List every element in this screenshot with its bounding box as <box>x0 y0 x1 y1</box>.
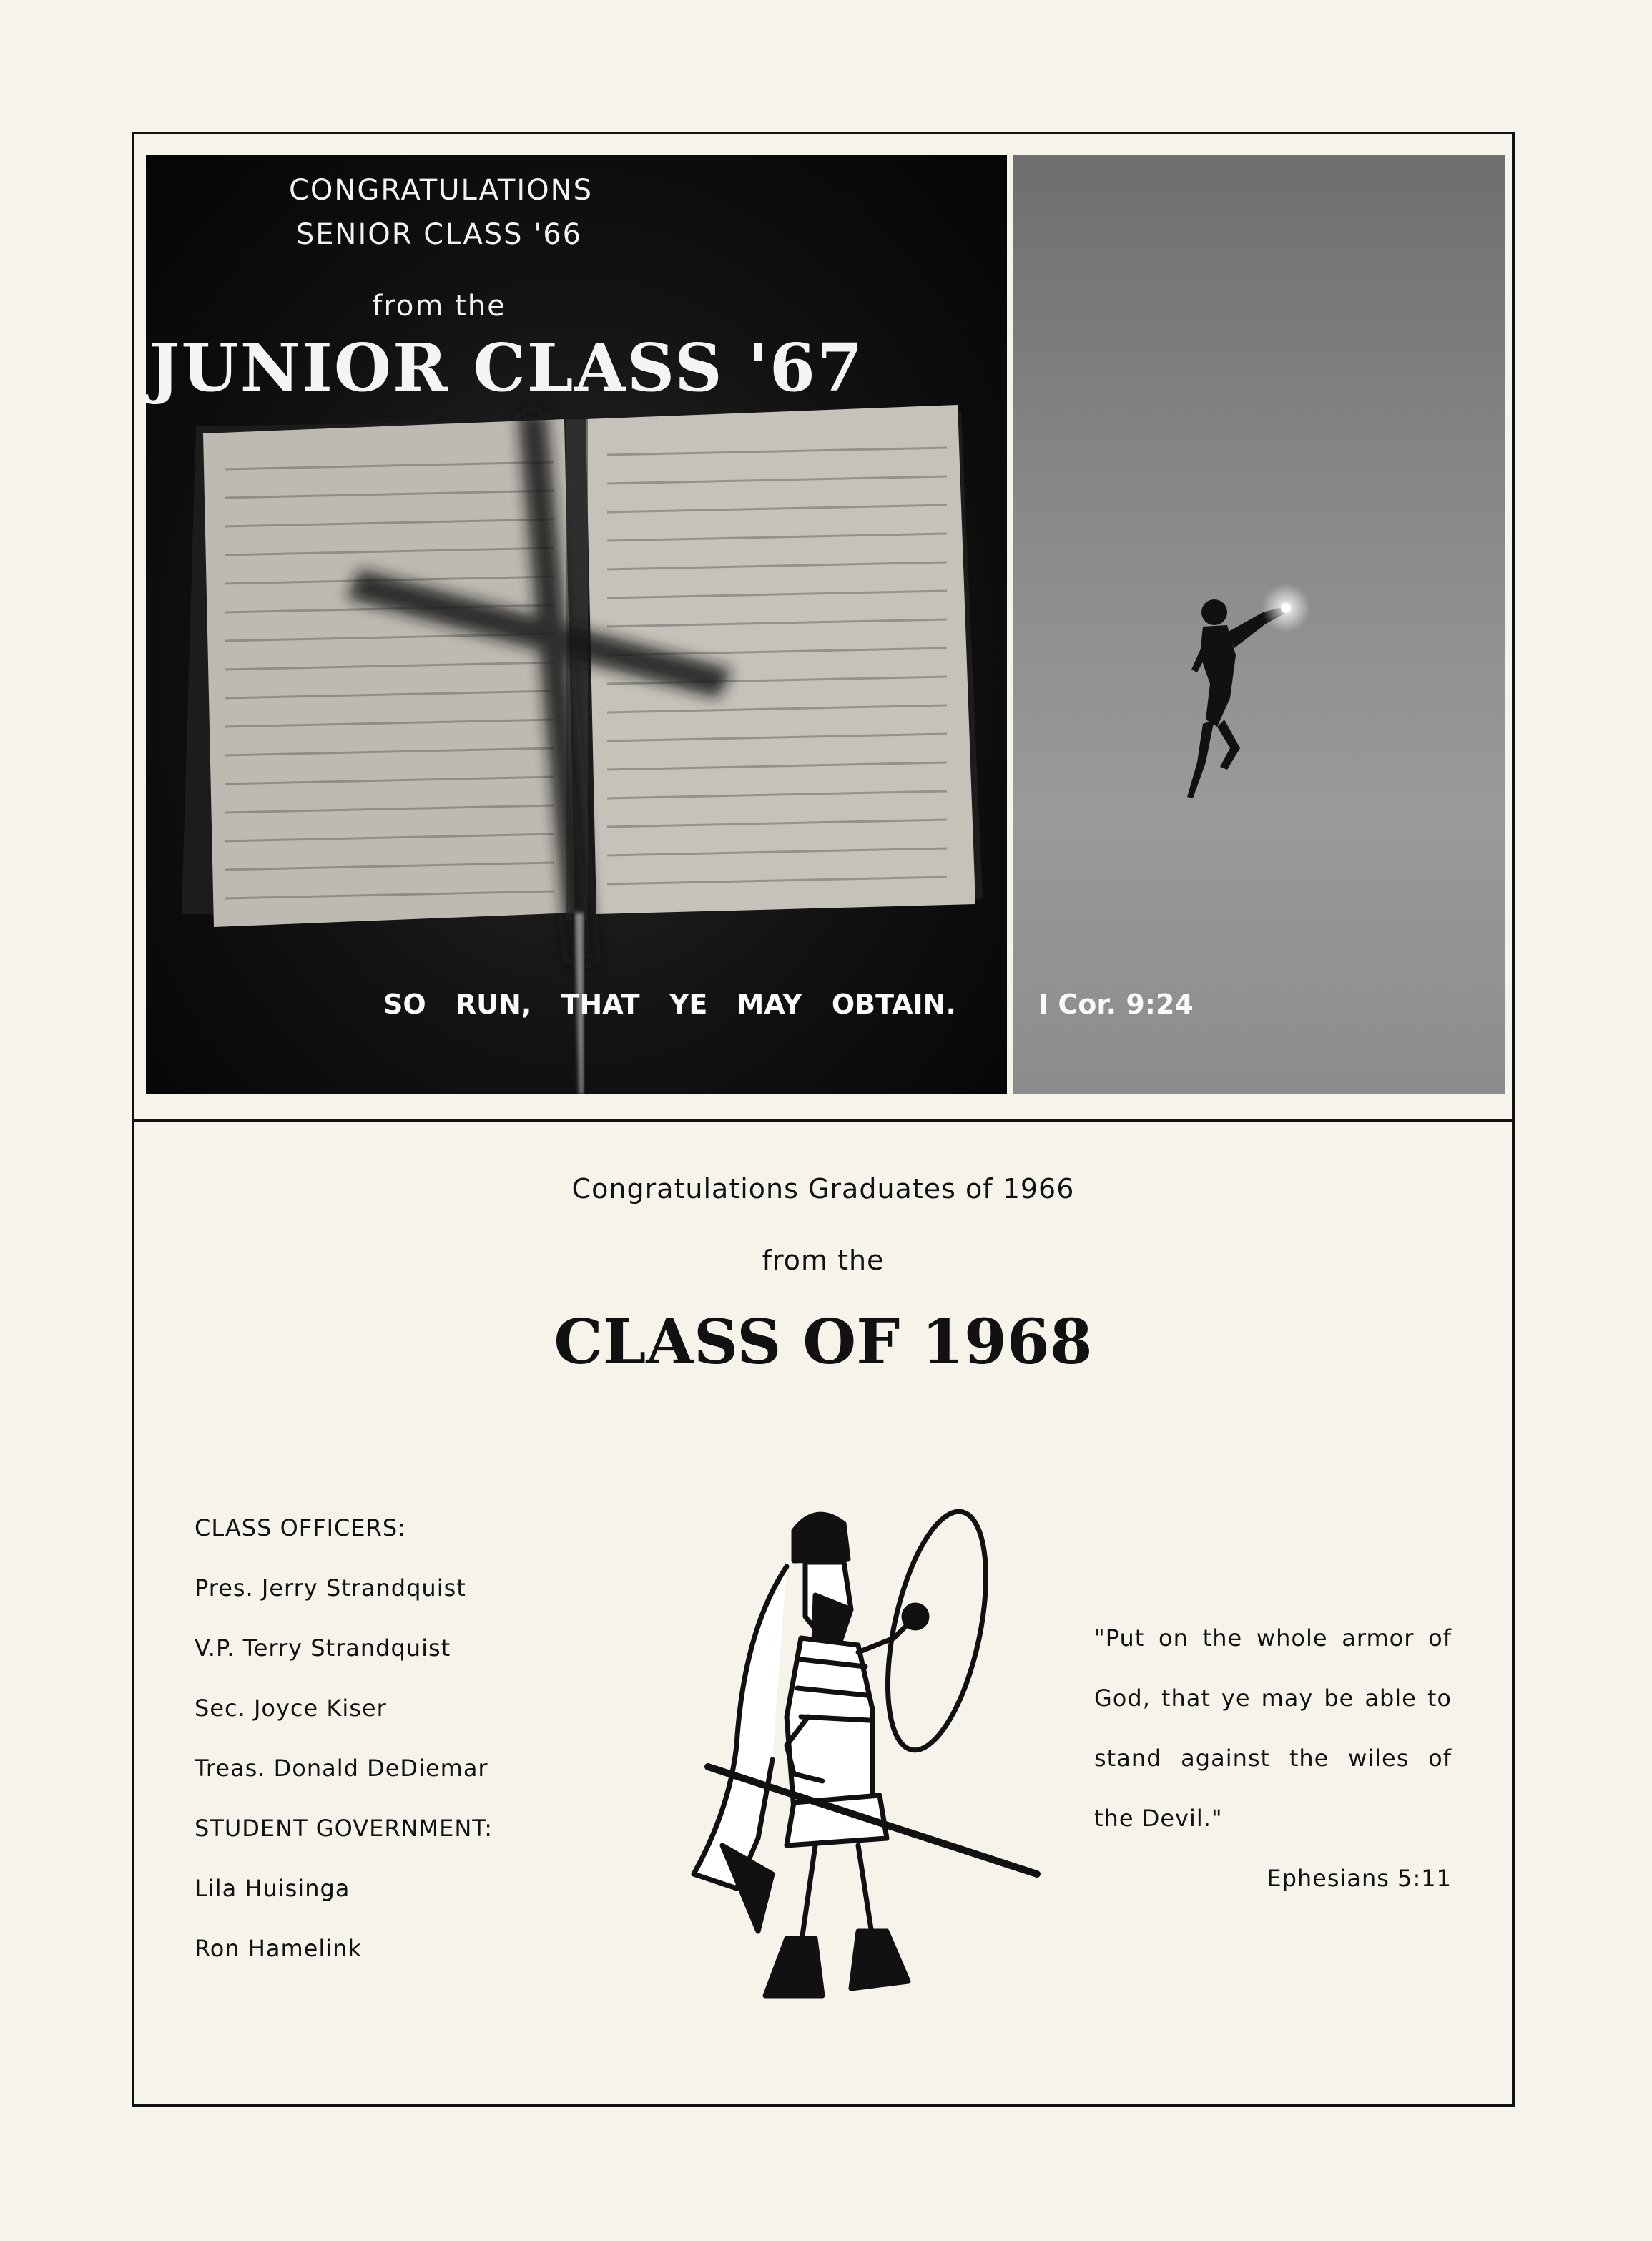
warrior-drawing <box>679 1502 1080 2017</box>
student-government-heading: STUDENT GOVERNMENT: <box>195 1815 493 1842</box>
quote-line: the Devil." <box>1094 1805 1223 1832</box>
quote-line: God, that ye may be able to <box>1094 1685 1452 1712</box>
junior-class-title: JUNIOR CLASS '67 <box>149 329 864 406</box>
officer-vice-president: V.P. Terry Strandquist <box>195 1634 451 1662</box>
verse-reference: I Cor. 9:24 <box>1038 989 1194 1020</box>
officer-secretary: Sec. Joyce Kiser <box>195 1695 387 1722</box>
congrats-line-1: CONGRATULATIONS <box>289 174 593 207</box>
armored-warrior-illustration <box>679 1502 1080 2020</box>
officer-treasurer: Treas. Donald DeDiemar <box>195 1755 488 1782</box>
runner-image <box>1013 155 1505 1094</box>
officers-list <box>195 1506 493 1987</box>
from-the-line: from the <box>372 290 506 323</box>
graduates-congrats: Congratulations Graduates of 1966 <box>571 1173 1075 1205</box>
quote-line: stand against the wiles of <box>1094 1745 1452 1772</box>
from-the-line-2: from the <box>762 1245 885 1276</box>
runner-photo <box>1013 155 1505 1094</box>
scripture-quote <box>1094 1617 1452 1900</box>
quote-reference: Ephesians 5:11 <box>1267 1865 1452 1892</box>
class-of-1968-title: CLASS OF 1968 <box>554 1306 1093 1378</box>
motto-text: SO RUN, THAT YE MAY OBTAIN. <box>383 989 956 1020</box>
officer-president: Pres. Jerry Strandquist <box>195 1574 466 1602</box>
officers-heading: CLASS OFFICERS: <box>195 1514 406 1541</box>
congrats-line-2: SENIOR CLASS '66 <box>295 218 583 251</box>
section-divider <box>132 1119 1515 1122</box>
quote-line: "Put on the whole armor of <box>1094 1624 1452 1652</box>
student-gov-member: Lila Huisinga <box>195 1875 350 1902</box>
student-gov-member: Ron Hamelink <box>195 1935 362 1962</box>
